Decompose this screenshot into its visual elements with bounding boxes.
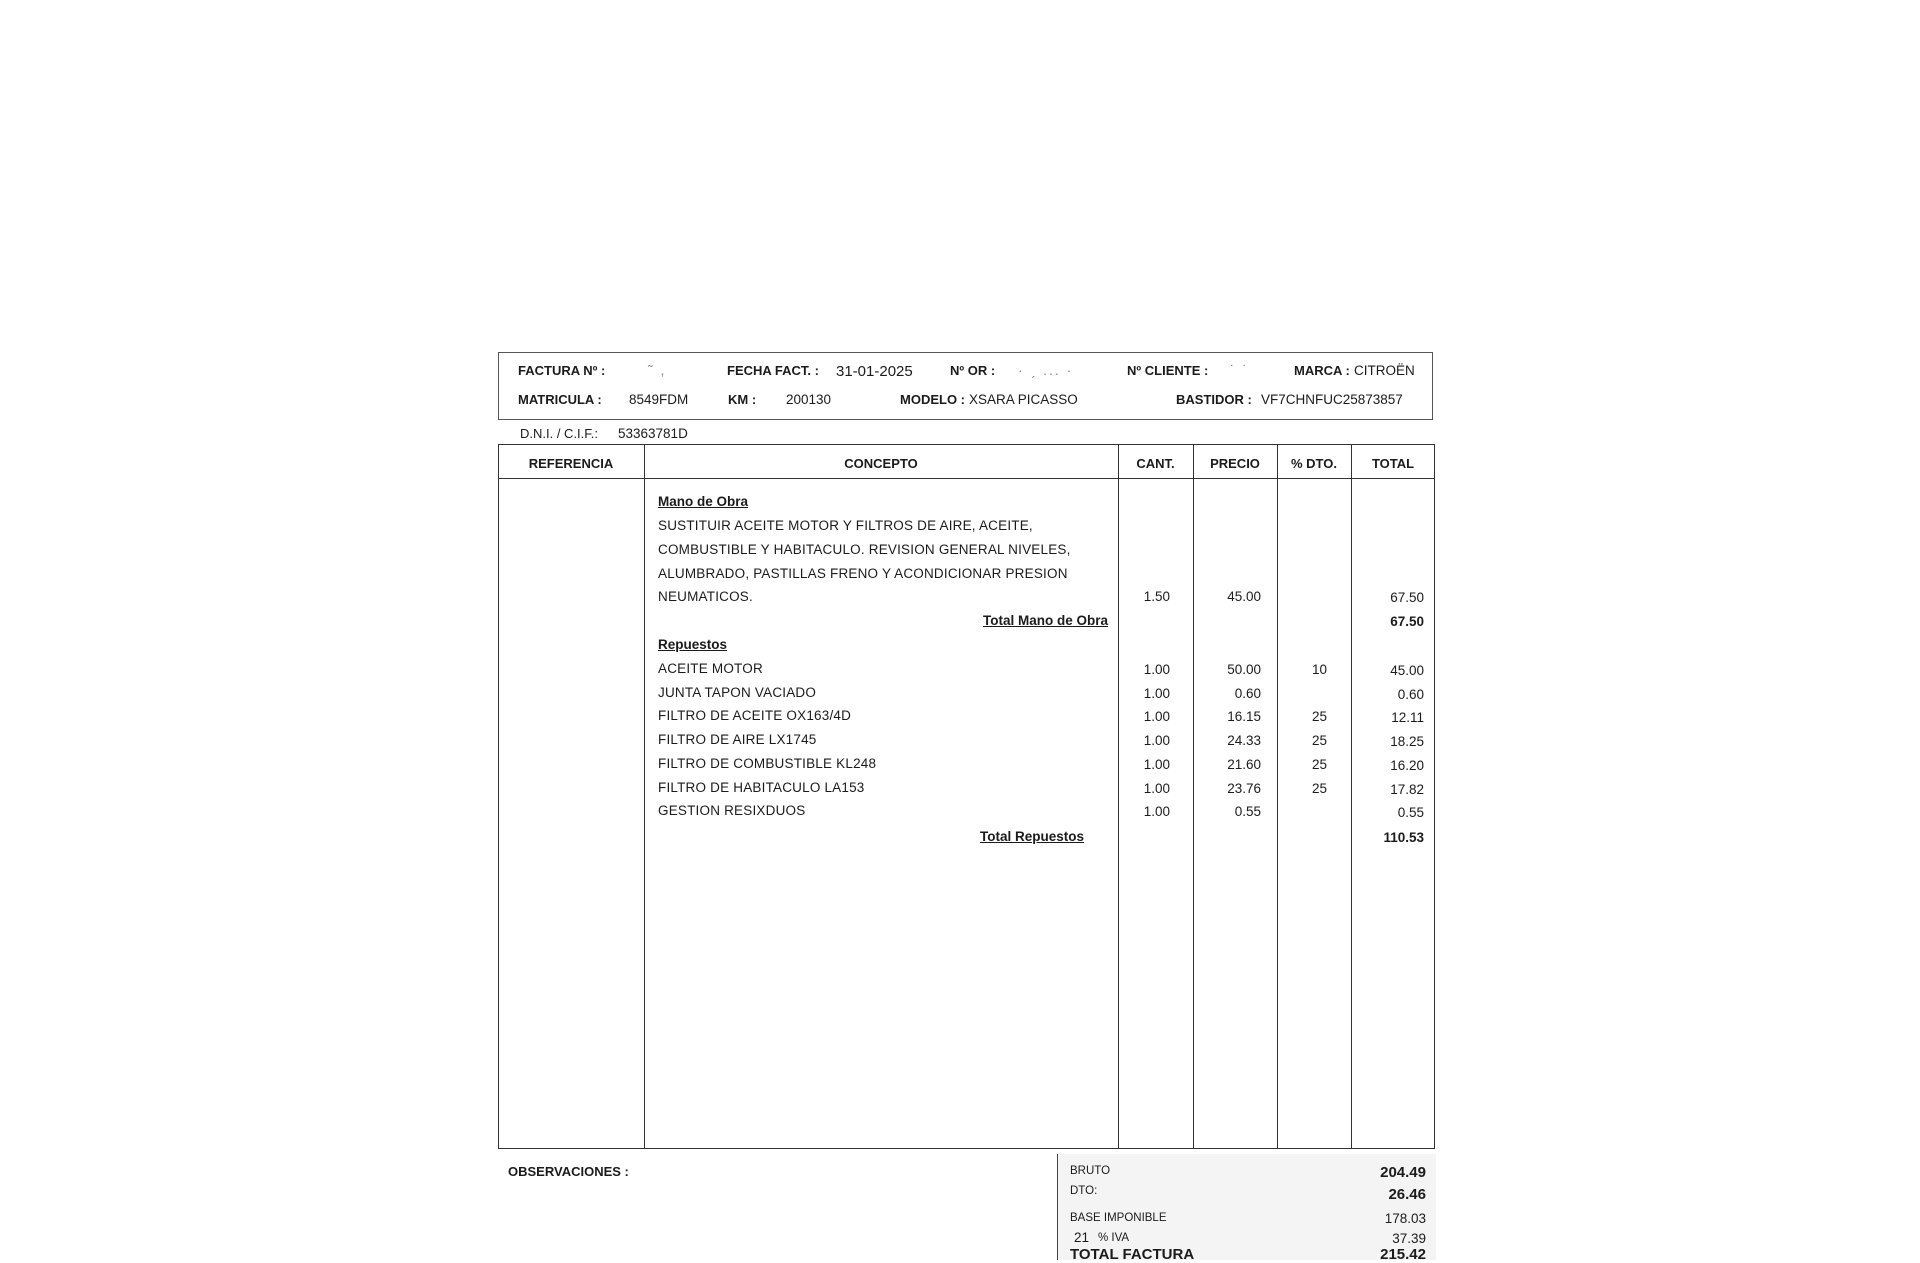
base-imponible-label: BASE IMPONIBLE	[1070, 1212, 1167, 1224]
repuesto-concepto: GESTION RESIXDUOS	[658, 803, 806, 818]
col-divider-precio	[1277, 444, 1278, 1149]
colhdr-precio: PRECIO	[1210, 456, 1260, 471]
iva-value: 37.39	[1392, 1231, 1426, 1246]
repuesto-total: 16.20	[1390, 758, 1424, 773]
repuesto-precio: 50.00	[1227, 662, 1261, 677]
repuesto-dto: 25	[1311, 733, 1327, 748]
repuesto-total: 45.00	[1390, 663, 1424, 678]
repuesto-cant: 1.00	[1143, 804, 1170, 819]
km-value: 200130	[786, 392, 832, 407]
repuesto-precio: 0.60	[1234, 686, 1261, 701]
iva-label: % IVA	[1098, 1232, 1130, 1244]
mano-obra-total: 67.50	[1390, 590, 1424, 605]
iva-rate: 21	[1074, 1230, 1090, 1245]
col-divider-concepto	[1118, 444, 1119, 1149]
modelo-value: XSARA PICASSO	[969, 392, 1078, 407]
colhdr-referencia: REFERENCIA	[528, 456, 614, 471]
repuesto-dto: 10	[1311, 662, 1327, 677]
repuesto-cant: 1.00	[1143, 733, 1170, 748]
header-row-divider	[498, 478, 1435, 479]
colhdr-total: TOTAL	[1371, 456, 1415, 471]
repuesto-total: 0.60	[1397, 687, 1424, 702]
total-factura-value: 215.42	[1380, 1246, 1426, 1263]
or-label: Nº OR :	[950, 363, 996, 378]
repuesto-precio: 23.76	[1227, 781, 1261, 796]
bruto-value: 204.49	[1380, 1164, 1426, 1181]
mano-obra-line: ALUMBRADO, PASTILLAS FRENO Y ACONDICIONAR PRESION	[658, 566, 1068, 581]
total-factura-label: TOTAL FACTURA	[1070, 1246, 1195, 1263]
repuesto-total: 0.55	[1397, 805, 1424, 820]
modelo-label: MODELO :	[900, 392, 965, 407]
fecha-label: FECHA FACT. :	[727, 363, 819, 378]
fecha-value: 31-01-2025	[836, 363, 913, 380]
repuesto-precio: 0.55	[1234, 804, 1261, 819]
dni-value: 53363781D	[618, 426, 688, 441]
mano-obra-line: COMBUSTIBLE Y HABITACULO. REVISION GENERAL NIVELES,	[658, 542, 1071, 557]
mano-obra-cant: 1.50	[1143, 589, 1170, 604]
bastidor-label: BASTIDOR :	[1176, 392, 1252, 407]
total-mano-obra-value: 67.50	[1390, 614, 1424, 629]
factura-value: ˜ ,	[648, 362, 667, 378]
repuesto-dto: 25	[1311, 709, 1327, 724]
repuesto-cant: 1.00	[1143, 709, 1170, 724]
bruto-label: BRUTO	[1070, 1165, 1111, 1177]
repuesto-precio: 21.60	[1227, 757, 1261, 772]
marca-label: MARCA :	[1294, 363, 1350, 378]
dto-label: DTO:	[1070, 1185, 1098, 1197]
matricula-value: 8549FDM	[629, 392, 689, 407]
dto-value: 26.46	[1388, 1186, 1426, 1203]
repuesto-cant: 1.00	[1143, 686, 1170, 701]
mano-obra-line: NEUMATICOS.	[658, 589, 753, 604]
repuesto-cant: 1.00	[1143, 781, 1170, 796]
repuesto-concepto: FILTRO DE COMBUSTIBLE KL248	[658, 756, 877, 771]
repuesto-total: 17.82	[1390, 782, 1424, 797]
total-repuestos-label: Total Repuestos	[979, 829, 1084, 844]
repuesto-concepto: FILTRO DE ACEITE OX163/4D	[658, 708, 852, 723]
colhdr-cant: CANT.	[1136, 456, 1175, 471]
dni-label: D.N.I. / C.I.F.:	[520, 426, 599, 441]
repuesto-total: 18.25	[1390, 734, 1424, 749]
col-divider-cant	[1193, 444, 1194, 1149]
colhdr-dto: % DTO.	[1291, 456, 1337, 471]
col-divider-referencia	[644, 444, 645, 1149]
mano-obra-precio: 45.00	[1227, 589, 1261, 604]
total-repuestos-value: 110.53	[1383, 830, 1424, 845]
base-imponible-value: 178.03	[1384, 1211, 1426, 1226]
repuesto-precio: 16.15	[1227, 709, 1261, 724]
repuesto-concepto: ACEITE MOTOR	[658, 661, 763, 676]
total-mano-obra-label: Total Mano de Obra	[982, 613, 1108, 628]
bastidor-value: VF7CHNFUC25873857	[1261, 392, 1403, 407]
repuesto-concepto: JUNTA TAPON VACIADO	[658, 685, 817, 700]
colhdr-concepto: CONCEPTO	[844, 456, 918, 471]
repuesto-concepto: FILTRO DE AIRE LX1745	[658, 732, 817, 747]
repuesto-cant: 1.00	[1143, 662, 1170, 677]
section-mano-obra-title: Mano de Obra	[658, 494, 749, 509]
repuesto-precio: 24.33	[1227, 733, 1261, 748]
cliente-value: ˙ ˙	[1230, 362, 1250, 378]
or-value: · ˏ ... ·	[1018, 362, 1074, 378]
mano-obra-line: SUSTITUIR ACEITE MOTOR Y FILTROS DE AIRE, ACEITE,	[658, 518, 1033, 533]
repuesto-dto: 25	[1311, 757, 1327, 772]
repuesto-total: 12.11	[1391, 710, 1424, 725]
repuesto-concepto: FILTRO DE HABITACULO LA153	[658, 780, 865, 795]
repuesto-dto: 25	[1311, 781, 1327, 796]
section-repuestos-title: Repuestos	[658, 637, 728, 652]
km-label: KM :	[728, 392, 757, 407]
repuesto-cant: 1.00	[1143, 757, 1170, 772]
observaciones-label: OBSERVACIONES :	[508, 1164, 629, 1179]
cliente-label: Nº CLIENTE :	[1127, 363, 1209, 378]
matricula-label: MATRICULA :	[518, 392, 602, 407]
factura-label: FACTURA Nº :	[518, 363, 606, 378]
marca-value: CITROËN	[1354, 363, 1415, 378]
